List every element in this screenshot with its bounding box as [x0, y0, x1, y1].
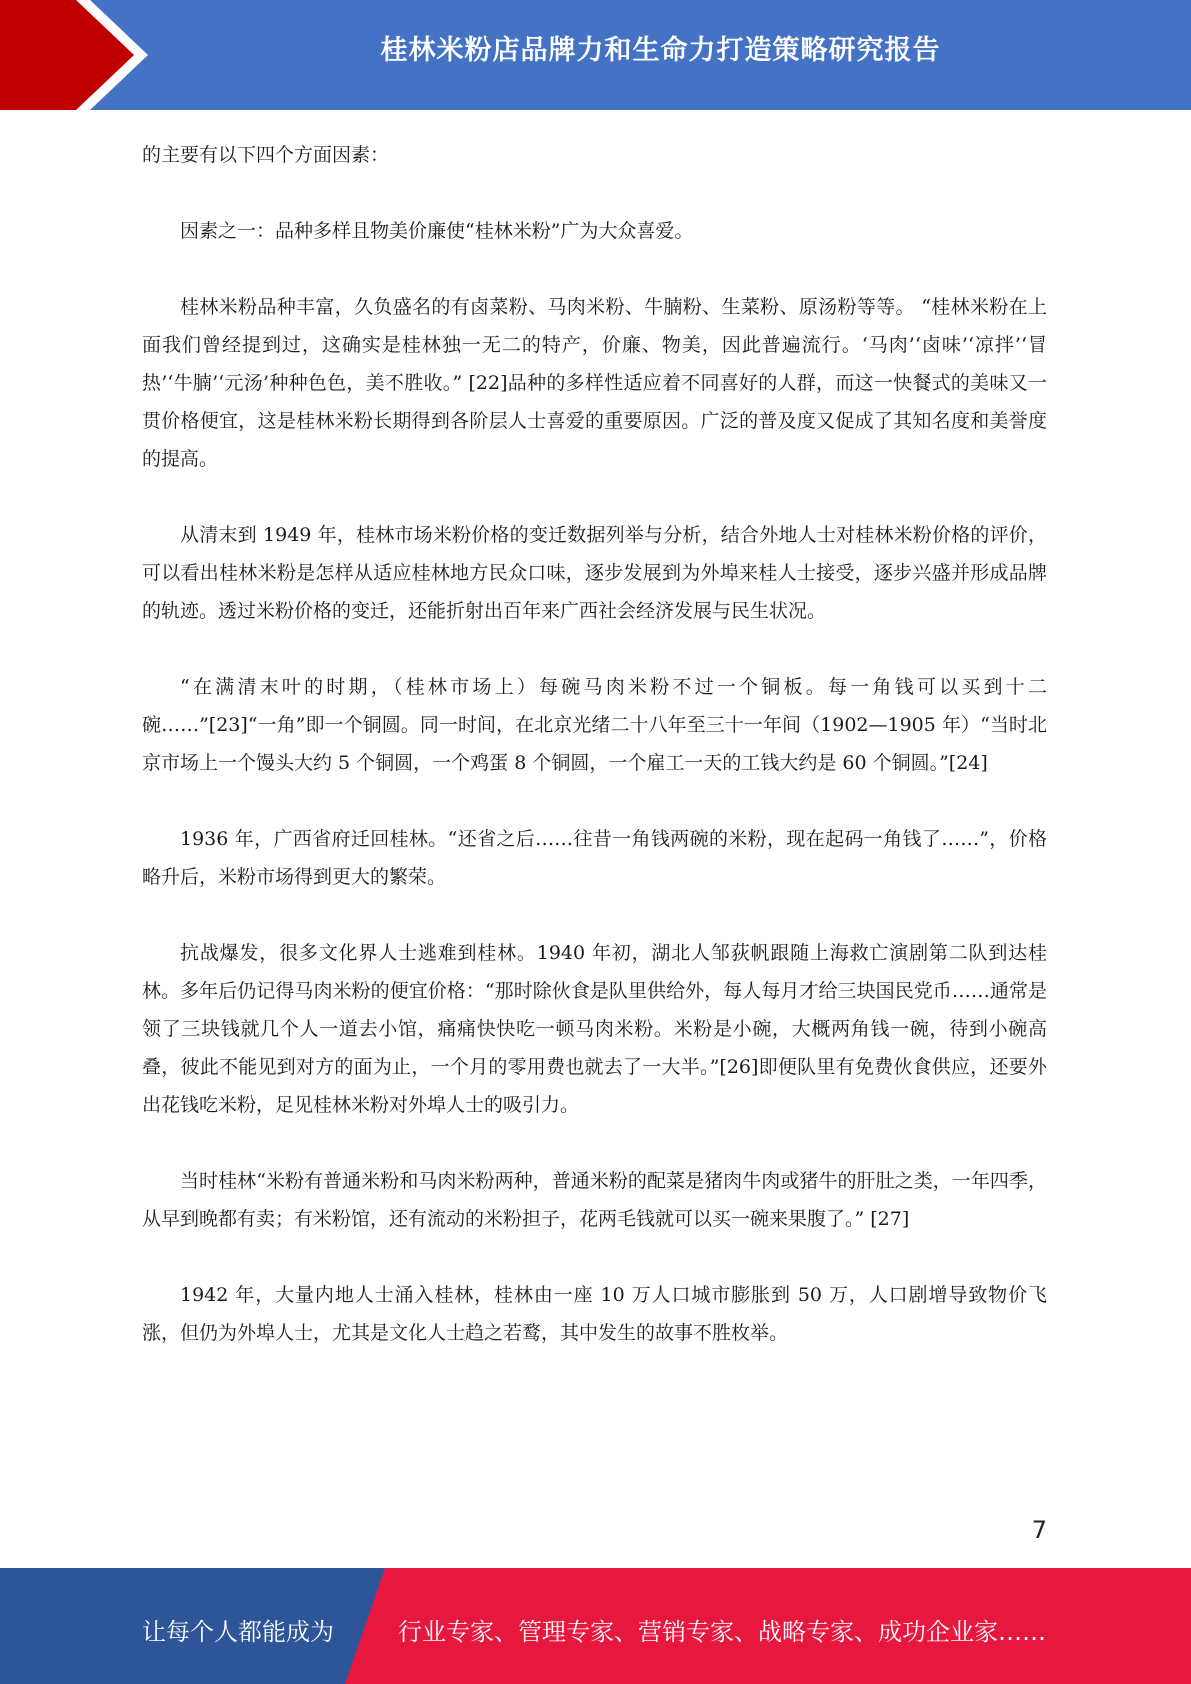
paragraph: 桂林米粉品种丰富，久负盛名的有卤菜粉、马肉米粉、牛腩粉、生菜粉、原汤粉等等。 “桂林米粉在上面我们曾经提到过，这确实是桂林独一无二的特产，价廉、物美，因此普遍流行。‘马肉’‘卤味’‘凉拌’‘冒热’‘牛腩’‘元汤’种种色色，美不胜收。” [22]品种的多样性适应着不同喜好的人群，而这一快餐式的美味又一贯价格便宜，这是桂林米粉长期得到各阶层人士喜爱的重要原因。广泛的普及度又促成了其知名度和美誉度的提高。	[142, 296, 1047, 470]
page-number: 7	[1031, 1516, 1047, 1544]
paragraph: 1936 年，广西省府迁回桂林。“还省之后……往昔一角钱两碗的米粉，现在起码一角钱了……”，价格略升后，米粉市场得到更大的繁荣。	[142, 828, 1047, 888]
footer-slogan: 让每个人都能成为	[142, 1618, 334, 1646]
paragraph: 从清末到 1949 年，桂林市场米粉价格的变迁数据列举与分析，结合外地人士对桂林米粉价格的评价，可以看出桂林米粉是怎样从适应桂林地方民众口味，逐步发展到为外埠来桂人士接受，逐步兴盛并形成品牌的轨迹。透过米粉价格的变迁，还能折射出百年来广西社会经济发展与民生状况。	[142, 524, 1047, 622]
paragraph: 的主要有以下四个方面因素：	[142, 144, 390, 166]
page-footer	[0, 1568, 1191, 1684]
paragraph: “在满清末叶的时期，（桂林市场上）每碗马肉米粉不过一个铜板。每一角钱可以买到十二碗……”[23]“一角”即一个铜圆。同一时间，在北京光绪二十八年至三十一年间（1902—1905 年）“当时北京市场上一个馒头大约 5 个铜圆，一个鸡蛋 8 个铜圆，一个雇工一天的工钱大约是 60 个铜圆。”[24]	[142, 676, 1047, 774]
paragraph: 因素之一：品种多样且物美价廉使“桂林米粉”广为大众喜爱。	[180, 220, 694, 242]
paragraph: 1942 年，大量内地人士涌入桂林，桂林由一座 10 万人口城市膨胀到 50 万，人口剧增导致物价飞涨，但仍为外埠人士，尤其是文化人士趋之若鹜，其中发生的故事不胜枚举。	[142, 1284, 1047, 1344]
body-text	[142, 136, 1047, 1390]
paragraph: 抗战爆发，很多文化界人士逃难到桂林。1940 年初，湖北人邹荻帆跟随上海救亡演剧第二队到达桂林。多年后仍记得马肉米粉的便宜价格：“那时除伙食是队里供给外，每人每月才给三块国民党币……通常是领了三块钱就几个人一道去小馆，痛痛快快吃一顿马肉米粉。米粉是小碗，大概两角钱一碗，待到小碗高叠，彼此不能见到对方的面为止，一个月的零用费也就去了一大半。”[26]即便队里有免费伙食供应，还要外出花钱吃米粉，足见桂林米粉对外埠人士的吸引力。	[142, 942, 1047, 1116]
footer-roles: 行业专家、管理专家、营销专家、战略专家、成功企业家……	[398, 1618, 1046, 1646]
page-header	[0, 0, 1191, 110]
paragraph: 当时桂林“米粉有普通米粉和马肉米粉两种，普通米粉的配菜是猪肉牛肉或猪牛的肝肚之类，一年四季，从早到晚都有卖；有米粉馆，还有流动的米粉担子，花两毛钱就可以买一碗来果腹了。” [27]	[142, 1170, 1047, 1230]
document-title: 桂林米粉店品牌力和生命力打造策略研究报告	[380, 35, 941, 66]
